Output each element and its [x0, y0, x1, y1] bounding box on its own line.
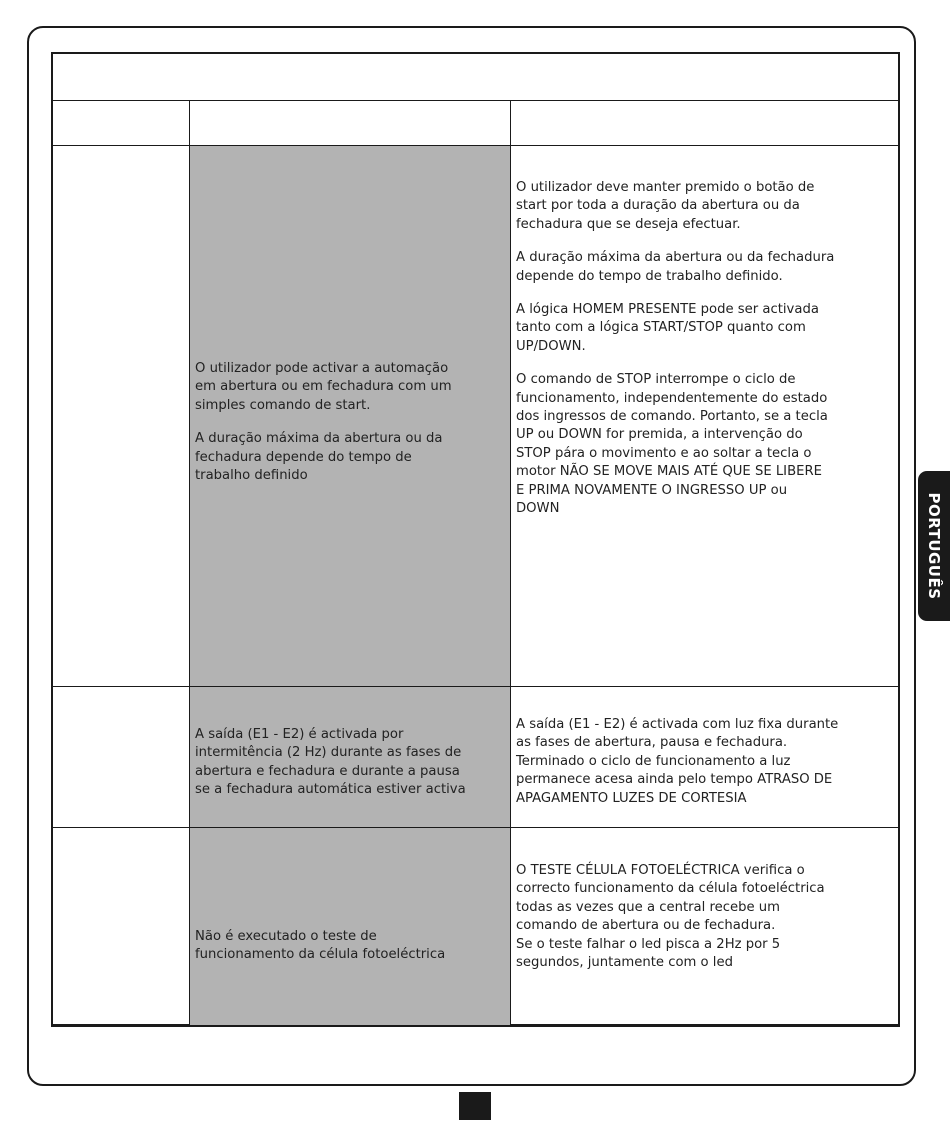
row2-col2-para1: A saída (E1 - E2) é activada por intermitência (2 Hz) durante as fases de abertura e fechadura e durante a pausa se a fechadura automática estiver activa	[195, 727, 466, 798]
row3-col2-para1: Não é executado o teste de funcionamento da célula fotoeléctrica	[195, 929, 446, 963]
row1-col2-para2: A duração máxima da abertura ou da fechadura depende do tempo de trabalho definido	[195, 431, 443, 484]
row1-col2-cell	[195, 360, 507, 485]
column-divider	[189, 100, 190, 1027]
grey-cell	[190, 828, 511, 1025]
language-tab-label: PORTUGUÊS	[925, 492, 943, 600]
logic-table	[51, 52, 900, 1027]
row1-col3-cell	[516, 179, 898, 519]
column-divider	[510, 100, 511, 1027]
row1-col3-para1: O utilizador deve manter premido o botão de start por toda a duração da abertura ou da fechadura que se deseja efectuar.	[516, 180, 815, 232]
row1-col3-para3: A lógica HOMEM PRESENTE pode ser activada tanto com a lógica START/STOP quanto com UP/DOWN.	[516, 302, 819, 354]
row3-col3-para1: O TESTE CÉLULA FOTOELÉCTRICA verifica o correcto funcionamento da célula fotoeléctrica todas as vezes que a central recebe um comando de abertura ou de fechadura. Se o teste falhar o led pisca a 2Hz por 5 segundos, juntamente com o led	[516, 863, 825, 971]
row1-col2-para1: O utilizador pode activar a automação em abertura ou em fechadura com um simples comando de start.	[195, 361, 452, 413]
row1-col3-para2: A duração máxima da abertura ou da fechadura depende do tempo de trabalho definido.	[516, 250, 835, 284]
page-number-box	[459, 1092, 491, 1120]
row2-col3-para1: A saída (E1 - E2) é activada com luz fixa durante as fases de abertura, pausa e fechadura. Terminado o ciclo de funcionamento a luz permanece acesa ainda pelo tempo ATRASO DE APAGAMENTO LUZES DE CORTESIA	[516, 717, 839, 806]
row2-col2-cell	[195, 726, 507, 800]
row3-col3-cell	[516, 862, 898, 972]
row2-col3-cell	[516, 716, 898, 808]
row3-col2-cell	[195, 928, 507, 965]
row-divider	[53, 100, 898, 101]
row1-col3-para4: O comando de STOP interrompe o ciclo de funcionamento, independentemente do estado dos ingressos de comando. Portanto, se a tecla UP ou DOWN for premida, a intervenção do STOP pára o movimento e ao soltar a tecla o motor NÃO SE MOVE MAIS ATÉ QUE SE LIBERE E PRIMA NOVAMENTE O INGRESSO UP ou DOWN	[516, 372, 828, 517]
language-tab	[918, 471, 950, 621]
